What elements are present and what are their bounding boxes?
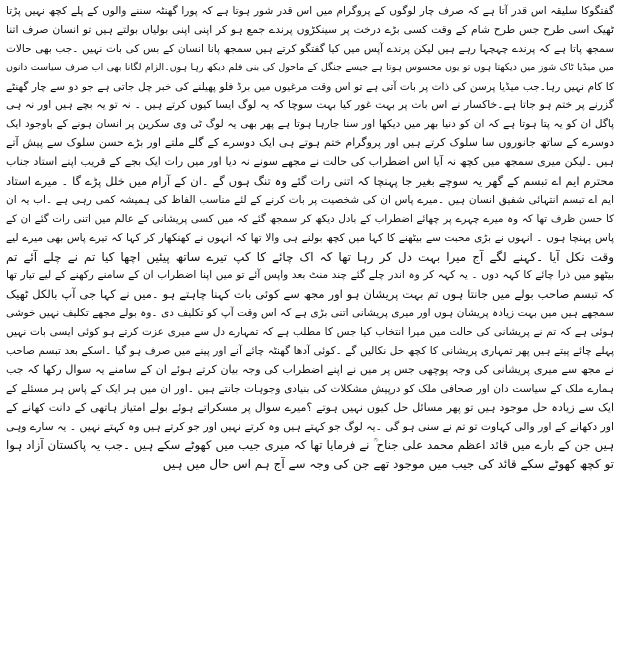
article-line: کہ تبسم صاحب بولے میں جانتا ہوں تم بہت پریشان ہو اور مجھ سے کوئی بات کہنا چاہتے ہو ۔میں نے کہا جی آپ بالکل ٹھیک [6,287,614,302]
article-line: گزرنے پر ختم ہو جاتا ہے۔خاکسار نے اس بات پر بہت غور کیا بہت سوچا کہ یہ لوگ ایسا کیوں کرتے ہیں ۔ نہ تو یہ بچے ہیں اور نہ ہی [6,98,614,112]
article-line: ٹھیک اسی طرح جس طرح شام کے وقت کسی بڑے درخت پر سینکڑوں پرندے جمع ہو کر اپنی اپنی بولیاں بولتے ہیں تو انسان صرف اتنا [6,22,614,36]
article-line: ہیں ۔لیکن میری سمجھ میں کچھ نہ آیا اس اضطراب کی حالت نے مجھے سونے نہ دیا اور میں رات ایک بجے کے قریب اپنے استاد جناب [6,155,614,169]
article-line: کا کام نہیں رہا۔جب میڈیا پرسن کی ذات پر بات آتی ہے تو اس وقت مرغیوں میں برڈ فلو پھیلنے کی خبر چل جاتی ہے جو دو سے چار گھنٹے [6,80,614,93]
article-line: تو کچھ کھوٹے سکے قائد کی جیب میں موجود تھے جن کی وجہ سے آج ہم اس حال میں ہیں [162,457,614,472]
article-line: ہیں جن کے بارے میں قائد اعظم محمد علی جناح ؒ نے فرمایا تھا کہ میری جیب میں کھوٹے سکے ہیں ۔جب یہ پاکستان آزاد ہوا [6,438,614,453]
article-line: سمجھے ہیں میں بہت زیادہ پریشان ہوں اور میری پریشانی اتنی بڑی ہے کہ اس وقت آپ کو تکلیف دی ۔وہ بولے مجھے تکلیف نہیں خوشی [6,307,614,320]
article-line: دوسرے کے ساتھ جانوروں سا سلوک کرتے ہیں اور پروگرام ختم ہوتے ہی ایک دوسرے کے گلے ملتے اور بڑے حسن سلوک سے پیش آتے [6,136,614,150]
article-line: ایم اے تبسم انتہائی شفیق انسان ہیں ۔میرے پاس ان کی شخصیت پر بات کرنے کے لئے مناسب الفاظ کی ہمیشہ کمی رہی ہے ۔اب یہ ان [6,193,614,206]
article-line: ہمارے ملک کے سیاست دان اور صحافی ملک کو درپیش مشکلات کی بنیادی وجوہات جانتے ہیں ۔اور ان میں ہر ایک کے پاس ہر مسئلے کے [6,382,614,395]
article-line: میں میڈیا ٹاک شوز میں دیکھتا ہوں تو یوں محسوس ہوتا ہے جیسے جنگل کے ماحول کی بنی فلم دیکھ رہا ہوں۔الزام لگانا بھی اب صرف سیاست دانوں [6,61,614,73]
article-line: بیٹھو میں ذرا چائے کا کہہ دوں ۔ یہ کہہ کر وہ اندر چلے گئے چند منٹ بعد واپس آئے تو میں اپنا اضطراب ان کے سامنے رکھنے کے لیے تیار تھا [6,269,614,282]
article-line: پہلے چائے پیتے ہیں پھر تمہاری پریشانی کا کچھ حل نکالیں گے ۔کوئی آدھا گھنٹہ چائے آنے اور پینے میں صرف ہو گیا ۔اسکے بعد تبسم صاحب [6,345,614,358]
article-line: اور دکھانے کے اور والی کہاوت تو تم نے سنی ہو گی ۔یہ لوگ جو کہتے ہیں وہ کرتے نہیں اور جو کرتے ہیں وہ کہتے نہیں ۔ یہ سارے وہی [6,419,614,433]
article-line: محترم ایم اے تبسم کے گھر یہ سوچے بغیر جا پہنچا کہ اتنی رات گئے وہ تنگ ہوں گے ۔ان کے آرام میں خلل پڑے گا ۔ میرے استاد [6,174,614,189]
article-line: گفتگوکا سلیقہ اس قدر آتا ہے کہ صرف چار لوگوں کے پروگرام میں اس قدر شور ہوتا ہے کہ پورا گھنٹہ سننے والوں کے پلے کچھ نہیں پڑتا [6,5,614,17]
article-line: کا حسن ظرف تھا کہ وہ میرے چہرے پر چھائے اضطراب کے بادل دیکھ کر سمجھ گئے کہ میں کسی پریشانی کے عالم میں اتنی رات گئے ان کے [6,212,614,225]
article-line: نے مجھ سے میری پریشانی کی وجہ پوچھی جس پر میں نے اپنے اضطراب کی وجہ بیان کرتے ہوئے ان کے سامنے یہ سوال رکھا کہ جب [6,362,614,376]
article-line: ہوئی ہے کہ تم نے پریشانی کی حالت میں میرا انتخاب کیا جس کا مطلب ہے کہ تمہارے دل سے میری عزت کرتے ہو کوئی ایسی بات نہیں [6,326,614,339]
article-line: پاگل ان کو یہ پتا ہوتا ہے کہ ان کو دنیا بھر میں دیکھا اور سنا جارہا ہوتا ہے پھر بھی یہ لوگ ٹی وی سکرین پر انسان ہونے کے باوجود ایک [6,118,614,131]
urdu-article-text [6,2,614,474]
article-line: وقت نکل آیا ۔کہنے لگے آج میرا بہت دل کر رہا تھا کہ اک چائے کا کپ تیرے ساتھ پیئیں اچھا کیا تم نے چلے آئے تم [6,249,614,264]
article-line: پاس پہنچا ہوں ۔ انہوں نے بڑی محبت سے بیٹھنے کا کہا میں کچھ بولنے ہی والا تھا کہ انہوں نے کھنکھار کر کہا کہ تیرے پاس بھی میرے لیے [6,231,614,244]
article-line: ایک سے زیادہ حل موجود ہیں تو پھر مسائل حل کیوں نہیں ہوتے ؟میرے سوال پر مسکراتے ہوئے بولے امتیاز ہاتھی کے دانت کھانے کے [6,400,614,414]
article-line: سمجھ پاتا ہے کہ پرندے چہچہا رہے ہیں لیکن پرندے آپس میں کیا گفتگو کرتے ہیں سمجھ پانا انسان کے بس کی بات نہیں ۔جب بھی حالات [6,42,614,55]
